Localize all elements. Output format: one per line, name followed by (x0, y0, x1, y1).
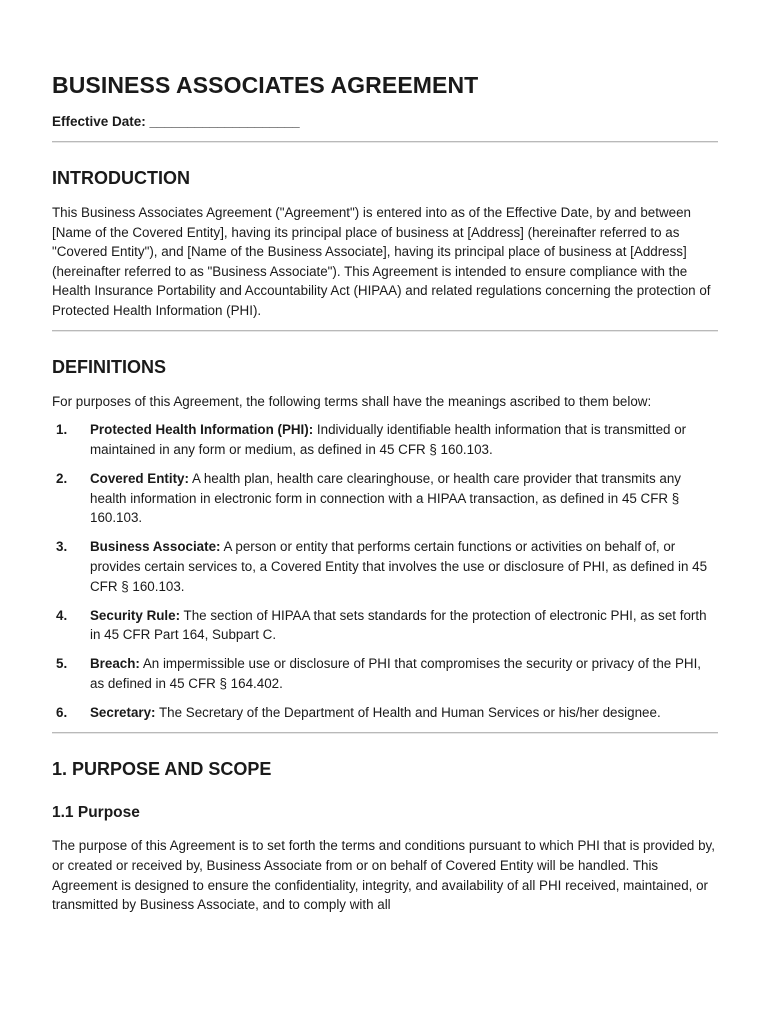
introduction-paragraph: This Business Associates Agreement ("Agreement") is entered into as of the Effective Date, by and between [Name of the Covered Entity], having its principal place of business at [Address] (hereinafter referred to as "Covered Entity"), and [Name of the Business Associate], having its principal place of business at [Address] (hereinafter referred to as "Business Associate"). This Agreement is intended to ensure compliance with the Health Insurance Portability and Accountability Act (HIPAA) and related regulations concerning the protection of Protected Health Information (PHI). (52, 205, 711, 318)
definition-number: 2. (56, 470, 68, 486)
definition-item (52, 606, 718, 645)
definition-text: A health plan, health care clearinghouse, or health care provider that transmits any health information in electronic form in connection with a HIPAA transaction, as defined in 45 CFR § 160.103. (90, 470, 681, 526)
section-divider (52, 732, 718, 734)
purpose-subheading: 1.1 Purpose (52, 804, 140, 822)
section-divider (52, 141, 718, 143)
definitions-intro: For purposes of this Agreement, the following terms shall have the meanings ascribed to them below: (52, 393, 652, 409)
document-page (52, 68, 718, 915)
definition-term: Protected Health Information (PHI): (90, 422, 314, 438)
definition-term: Security Rule: (90, 607, 181, 623)
definitions-list (52, 420, 718, 723)
definition-text: A person or entity that performs certain functions or activities on behalf of, or provides certain services to, a Covered Entity that involves the use or disclosure of PHI, as defined in 45 CFR § 160.103. (90, 539, 708, 594)
definition-term: Covered Entity: (90, 470, 189, 486)
definition-term: Business Associate: (90, 539, 221, 555)
definition-number: 1. (56, 422, 68, 438)
definition-number: 6. (56, 705, 68, 721)
definition-item (52, 469, 718, 528)
definition-term: Breach: (90, 656, 140, 672)
section-divider (52, 330, 718, 332)
definition-item (52, 420, 718, 459)
purpose-paragraph: The purpose of this Agreement is to set forth the terms and conditions pursuant to which PHI that is provided by, or created or received by, Business Associate from or on behalf of Covered Entity will be handled. This Agreement is designed to ensure the confidentiality, integrity, and availability of all PHI received, maintained, or transmitted by Business Associate, and to comply with all (52, 838, 715, 913)
purpose-scope-heading: 1. PURPOSE AND SCOPE (52, 759, 272, 780)
definitions-heading: DEFINITIONS (52, 356, 167, 377)
definition-text: The Secretary of the Department of Health and Human Services or his/her designee. (155, 705, 661, 721)
definition-text: Individually identifiable health information that is transmitted or maintained in any form or medium, as defined in 45 CFR § 160.103. (90, 422, 687, 457)
document-title: BUSINESS ASSOCIATES AGREEMENT (52, 72, 479, 98)
definition-number: 3. (56, 539, 68, 555)
definition-text: An impermissible use or disclosure of PHI that compromises the security or privacy of the PHI, as defined in 45 CFR § 164.402. (90, 656, 702, 692)
definition-item (52, 703, 718, 723)
definition-number: 5. (56, 656, 68, 672)
definition-item (52, 654, 718, 693)
definition-term: Secretary: (90, 705, 156, 721)
introduction-heading: INTRODUCTION (52, 168, 190, 188)
definition-text: The section of HIPAA that sets standards for the protection of electronic PHI, as set forth in 45 CFR Part 164, Subpart C. (90, 607, 707, 643)
effective-date-line: Effective Date: ____________________ (52, 114, 300, 129)
definition-number: 4. (56, 607, 68, 623)
definition-item (52, 537, 718, 596)
